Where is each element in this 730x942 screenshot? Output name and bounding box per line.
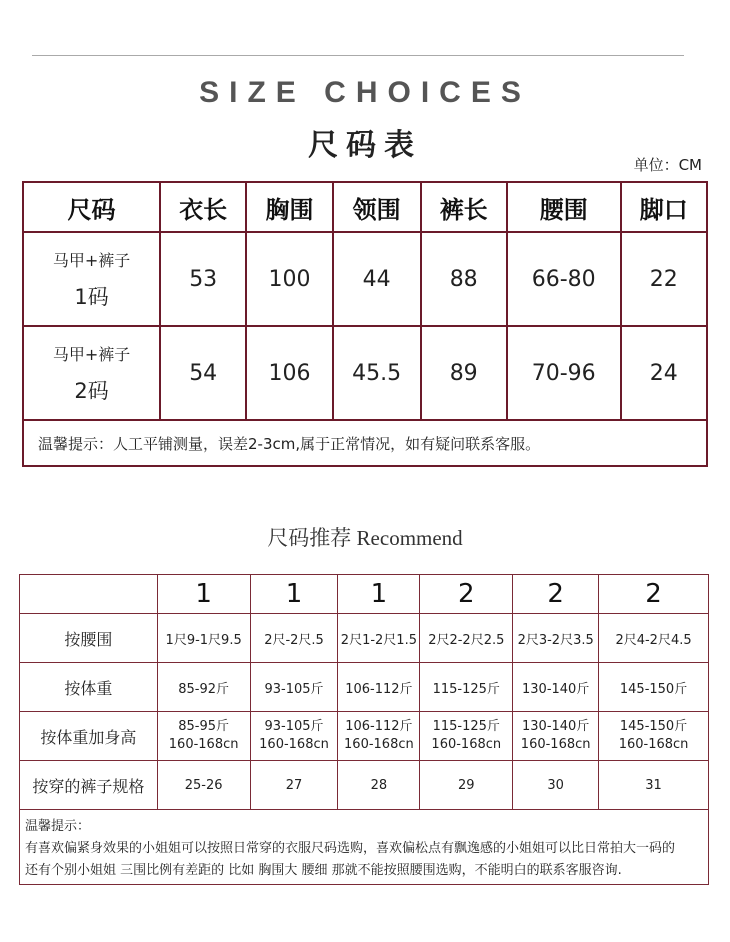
recommend-table [19,574,709,885]
table-row [20,663,709,712]
row-label [23,326,160,420]
height-range: 160-168cn [431,737,502,752]
column-header: 衣长 [160,182,246,232]
size-number: 2 [599,575,709,614]
table-cell [338,712,420,761]
table-cell: 130-140斤 [513,663,599,712]
recommend-header [20,575,709,614]
table-cell [513,712,599,761]
table-cell: 28 [338,761,420,810]
weight-range: 130-140斤 [522,719,590,734]
column-header: 领围 [333,182,421,232]
table-cell: 2尺2-2尺2.5 [420,614,513,663]
table-row [20,712,709,761]
height-range: 160-168cn [520,737,591,752]
table-cell [157,712,250,761]
table-cell: 70-96 [507,326,621,420]
weight-range: 115-125斤 [432,719,500,734]
empty-corner [20,575,158,614]
table-cell: 2尺3-2尺3.5 [513,614,599,663]
table-cell: 54 [160,326,246,420]
table-cell: 45.5 [333,326,421,420]
table-cell: 53 [160,232,246,326]
table-cell: 22 [621,232,707,326]
table-cell: 27 [250,761,338,810]
table-cell: 1尺9-1尺9.5 [157,614,250,663]
table-row [23,326,707,420]
table-cell: 93-105斤 [250,663,338,712]
size-number: 2 [513,575,599,614]
row-label-size: 1码 [74,284,109,309]
row-label: 按体重 [20,663,158,712]
table-row [20,614,709,663]
column-header: 裤长 [421,182,507,232]
table-cell: 106 [246,326,332,420]
table-cell: 106-112斤 [338,663,420,712]
row-label: 按腰围 [20,614,158,663]
row-label: 按穿的裤子规格 [20,761,158,810]
table-cell: 30 [513,761,599,810]
table-cell: 31 [599,761,709,810]
height-range: 160-168cn [344,737,414,752]
measurement-note: 温馨提示：人工平铺测量，误差2-3cm,属于正常情况，如有疑问联系客服。 [23,420,707,466]
note-row [23,420,707,466]
height-range: 160-168cn [259,737,329,752]
table-row [23,232,707,326]
table-cell: 66-80 [507,232,621,326]
weight-range: 145-150斤 [619,719,688,734]
size-number: 2 [420,575,513,614]
table-cell: 25-26 [157,761,250,810]
height-range: 160-168cn [618,737,689,752]
table-cell: 88 [421,232,507,326]
weight-range: 93-105斤 [264,719,324,734]
note-row [20,810,709,885]
weight-range: 85-95斤 [178,719,230,734]
row-label-top: 马甲+裤子 [52,250,131,270]
note-line: 温馨提示： [25,819,91,834]
table-cell: 24 [621,326,707,420]
row-label-size: 2码 [74,378,109,403]
size-number: 1 [157,575,250,614]
column-header: 腰围 [507,182,621,232]
size-table [22,181,708,467]
table-cell [250,712,338,761]
table-cell: 29 [420,761,513,810]
page-title-cn: 尺码表 [308,128,422,163]
size-number: 1 [250,575,338,614]
table-cell: 89 [421,326,507,420]
table-cell: 145-150斤 [599,663,709,712]
table-cell [420,712,513,761]
row-label [23,232,160,326]
row-label-top: 马甲+裤子 [52,344,131,364]
weight-range: 106-112斤 [345,719,413,734]
column-header: 尺码 [23,182,160,232]
column-header: 脚口 [621,182,707,232]
height-range: 160-168cn [168,737,239,752]
table-cell: 2尺4-2尺4.5 [599,614,709,663]
top-divider [32,55,684,56]
table-cell: 2尺1-2尺1.5 [338,614,420,663]
row-label: 按体重加身高 [20,712,158,761]
note-line: 有喜欢偏紧身效果的小姐姐可以按照日常穿的衣服尺码选购，喜欢偏松点有飘逸感的小姐姐可以比日常拍大一码的 [25,841,676,856]
table-cell [599,712,709,761]
table-cell: 100 [246,232,332,326]
page-title-en: SIZE CHOICES [199,76,531,109]
table-row [20,761,709,810]
unit-label: 单位：CM [633,156,702,174]
recommend-note [20,810,709,885]
table-cell: 44 [333,232,421,326]
size-table-header [23,182,707,232]
size-number: 1 [338,575,420,614]
note-line: 还有个别小姐姐 三围比例有差距的 比如 胸围大 腰细 那就不能按照腰围选购，不能明白的联系客服咨询. [25,863,622,878]
recommend-title: 尺码推荐 Recommend [267,526,463,550]
column-header: 胸围 [246,182,332,232]
table-cell: 115-125斤 [420,663,513,712]
table-cell: 2尺-2尺.5 [250,614,338,663]
table-cell: 85-92斤 [157,663,250,712]
